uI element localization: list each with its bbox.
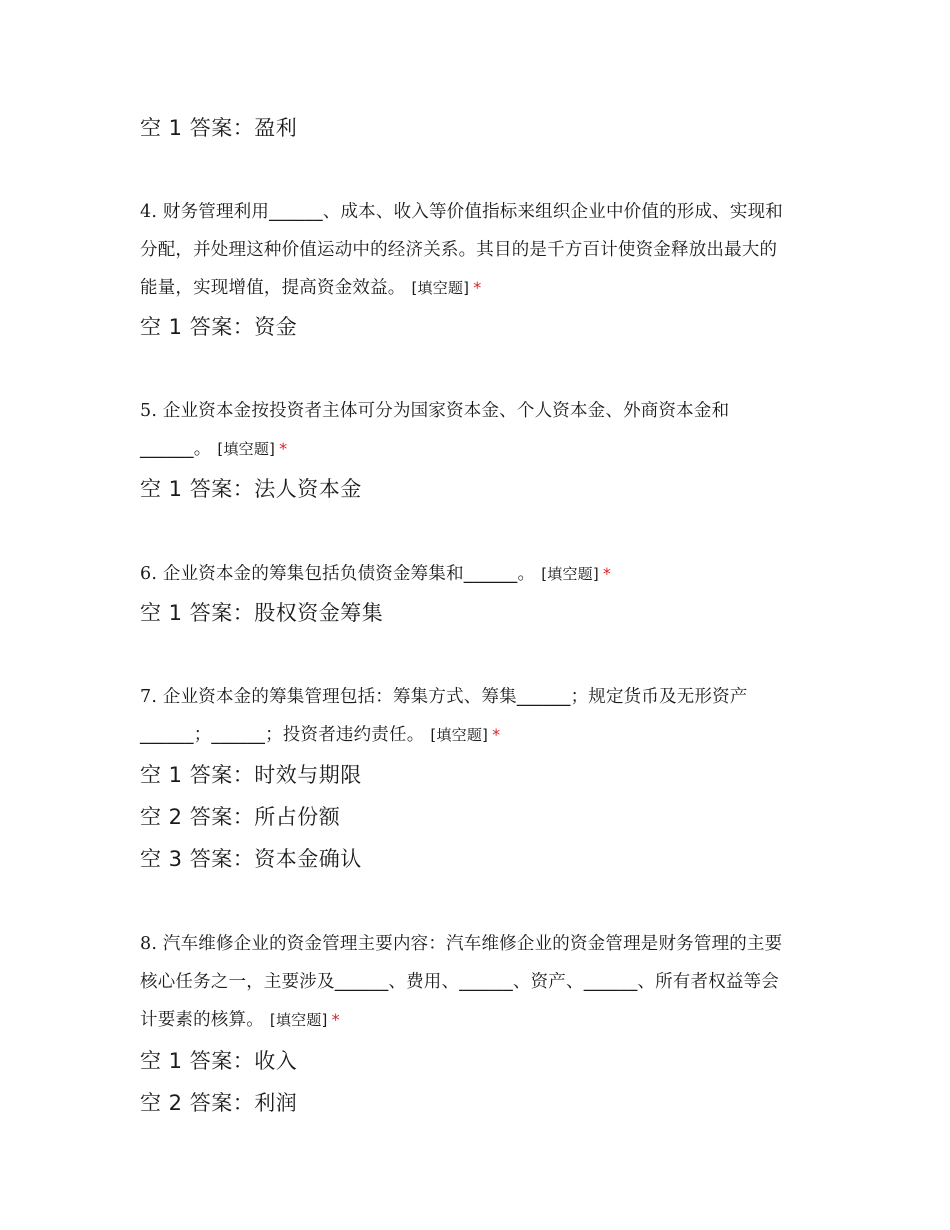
question-5 bbox=[140, 392, 820, 468]
question-text: 7. 企业资本金的筹集管理包括：筹集方式、筹集______；规定货币及无形资产 ______；______；投资者违约责任。 [填空题] * bbox=[140, 687, 748, 745]
question-number: 8. bbox=[140, 934, 158, 954]
question-type-tag: [填空题] bbox=[269, 1011, 328, 1029]
question-8 bbox=[140, 925, 820, 1039]
answer-line: 空 3 答案：资本金确认 bbox=[140, 847, 362, 871]
answer-line: 空 1 答案：时效与期限 bbox=[140, 763, 362, 787]
question-text: 4. 财务管理利用______、成本、收入等价值指标来组织企业中价值的形成、实现和 分配，并处理这种价值运动中的经济关系。其目的是千方百计使资金释放出最大的 能量，实现增值，提高资金效益。 [填空题] * bbox=[140, 202, 783, 298]
question-number: 6. bbox=[140, 564, 158, 584]
question-6 bbox=[140, 555, 820, 593]
required-mark: * bbox=[602, 564, 612, 583]
question-number: 4. bbox=[140, 202, 158, 222]
answer-group bbox=[140, 306, 820, 348]
answer-line: 空 1 答案：资金 bbox=[140, 315, 298, 339]
required-mark: * bbox=[279, 439, 288, 458]
answer-line: 空 2 答案：所占份额 bbox=[140, 805, 341, 829]
answer-line: 空 1 答案：股权资金筹集 bbox=[140, 601, 384, 625]
question-text: 6. 企业资本金的筹集包括负债资金筹集和______。 [填空题] * bbox=[140, 564, 612, 584]
answer-line: 空 2 答案：利润 bbox=[140, 1091, 298, 1115]
answer-group bbox=[140, 592, 820, 634]
answer-line: 空 1 答案：盈利 bbox=[140, 116, 298, 140]
question-type-tag: [填空题] bbox=[430, 726, 489, 744]
answer-group bbox=[140, 468, 820, 510]
answer-group bbox=[140, 754, 820, 880]
question-type-tag: [填空题] bbox=[541, 565, 599, 583]
question-type-tag: [填空题] bbox=[217, 440, 276, 458]
question-type-tag: [填空题] bbox=[411, 279, 470, 297]
question-number: 7. bbox=[140, 687, 158, 707]
answer-group bbox=[140, 107, 820, 149]
answer-line: 空 1 答案：法人资本金 bbox=[140, 477, 362, 501]
question-7 bbox=[140, 678, 820, 754]
question-number: 5. bbox=[140, 401, 158, 421]
required-mark: * bbox=[473, 278, 482, 297]
answer-line: 空 1 答案：收入 bbox=[140, 1049, 298, 1073]
answer-group bbox=[140, 1040, 820, 1124]
question-text: 5. 企业资本金按投资者主体可分为国家资本金、个人资本金、外商资本金和 ______。 [填空题] * bbox=[140, 401, 730, 459]
required-mark: * bbox=[331, 1010, 340, 1029]
question-4 bbox=[140, 193, 820, 307]
question-text: 8. 汽车维修企业的资金管理主要内容：汽车维修企业的资金管理是财务管理的主要 核心任务之一，主要涉及______、费用、______、资产、______、所有者权益等会 计要素的核算。 [填空题] * bbox=[140, 934, 783, 1030]
required-mark: * bbox=[492, 725, 501, 744]
